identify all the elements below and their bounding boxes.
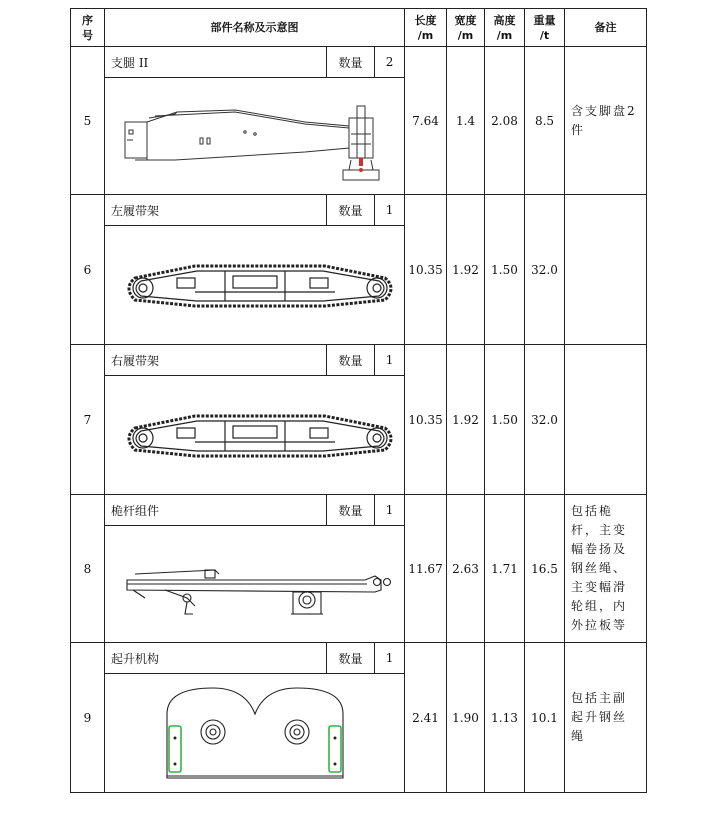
height-value: 1.71 (485, 495, 525, 643)
diagram-cell (105, 674, 405, 793)
qty-label: 数量 (327, 643, 375, 674)
diagram-cell (105, 226, 405, 345)
header-row (71, 9, 647, 47)
part-name: 支腿 II (105, 47, 327, 78)
length-value: 11.67 (405, 495, 447, 643)
row-seq: 7 (71, 345, 105, 495)
part-name: 左履带架 (105, 195, 327, 226)
header-length: 长度 /m (405, 9, 447, 47)
length-value: 2.41 (405, 643, 447, 793)
qty-value: 1 (375, 195, 405, 226)
qty-label: 数量 (327, 345, 375, 376)
height-value: 2.08 (485, 47, 525, 195)
weight-value: 32.0 (525, 195, 565, 345)
left-crawler-frame-diagram-icon (105, 226, 405, 344)
part-name: 右履带架 (105, 345, 327, 376)
width-value: 1.90 (447, 643, 485, 793)
table-row (71, 195, 647, 226)
qty-label: 数量 (327, 47, 375, 78)
height-value: 1.13 (485, 643, 525, 793)
header-weight: 重量 /t (525, 9, 565, 47)
weight-value: 10.1 (525, 643, 565, 793)
diagram-cell (105, 78, 405, 195)
table-row (71, 495, 647, 526)
qty-value: 2 (375, 47, 405, 78)
header-seq: 序 号 (71, 9, 105, 47)
table-row (71, 345, 647, 376)
qty-value: 1 (375, 345, 405, 376)
table-row (71, 47, 647, 78)
header-width: 宽度 /m (447, 9, 485, 47)
length-value: 10.35 (405, 195, 447, 345)
diagram-cell (105, 376, 405, 495)
row-seq: 5 (71, 47, 105, 195)
remark-text: 包括主副起升钢丝绳 (565, 643, 647, 793)
hoist-mechanism-diagram-icon (105, 674, 405, 792)
header-remark: 备注 (565, 9, 647, 47)
width-value: 1.92 (447, 195, 485, 345)
remark-text (565, 345, 647, 495)
part-name: 起升机构 (105, 643, 327, 674)
parts-table (70, 8, 647, 793)
diagram-cell (105, 526, 405, 643)
row-seq: 8 (71, 495, 105, 643)
qty-value: 1 (375, 643, 405, 674)
part-name: 桅杆组件 (105, 495, 327, 526)
weight-value: 16.5 (525, 495, 565, 643)
header-height: 高度 /m (485, 9, 525, 47)
length-value: 10.35 (405, 345, 447, 495)
width-value: 1.4 (447, 47, 485, 195)
width-value: 1.92 (447, 345, 485, 495)
qty-value: 1 (375, 495, 405, 526)
mast-assembly-diagram-icon (105, 526, 405, 642)
length-value: 7.64 (405, 47, 447, 195)
width-value: 2.63 (447, 495, 485, 643)
weight-value: 8.5 (525, 47, 565, 195)
row-seq: 9 (71, 643, 105, 793)
height-value: 1.50 (485, 345, 525, 495)
row-seq: 6 (71, 195, 105, 345)
qty-label: 数量 (327, 495, 375, 526)
weight-value: 32.0 (525, 345, 565, 495)
remark-text (565, 195, 647, 345)
outrigger-leg-diagram-icon (105, 78, 405, 194)
header-name: 部件名称及示意图 (105, 9, 405, 47)
right-crawler-frame-diagram-icon (105, 376, 405, 494)
remark-text: 包括桅杆，主变幅卷扬及钢丝绳、主变幅滑轮组，内外拉板等 (565, 495, 647, 643)
remark-text: 含支脚盘2件 (565, 47, 647, 195)
qty-label: 数量 (327, 195, 375, 226)
height-value: 1.50 (485, 195, 525, 345)
table-row (71, 643, 647, 674)
